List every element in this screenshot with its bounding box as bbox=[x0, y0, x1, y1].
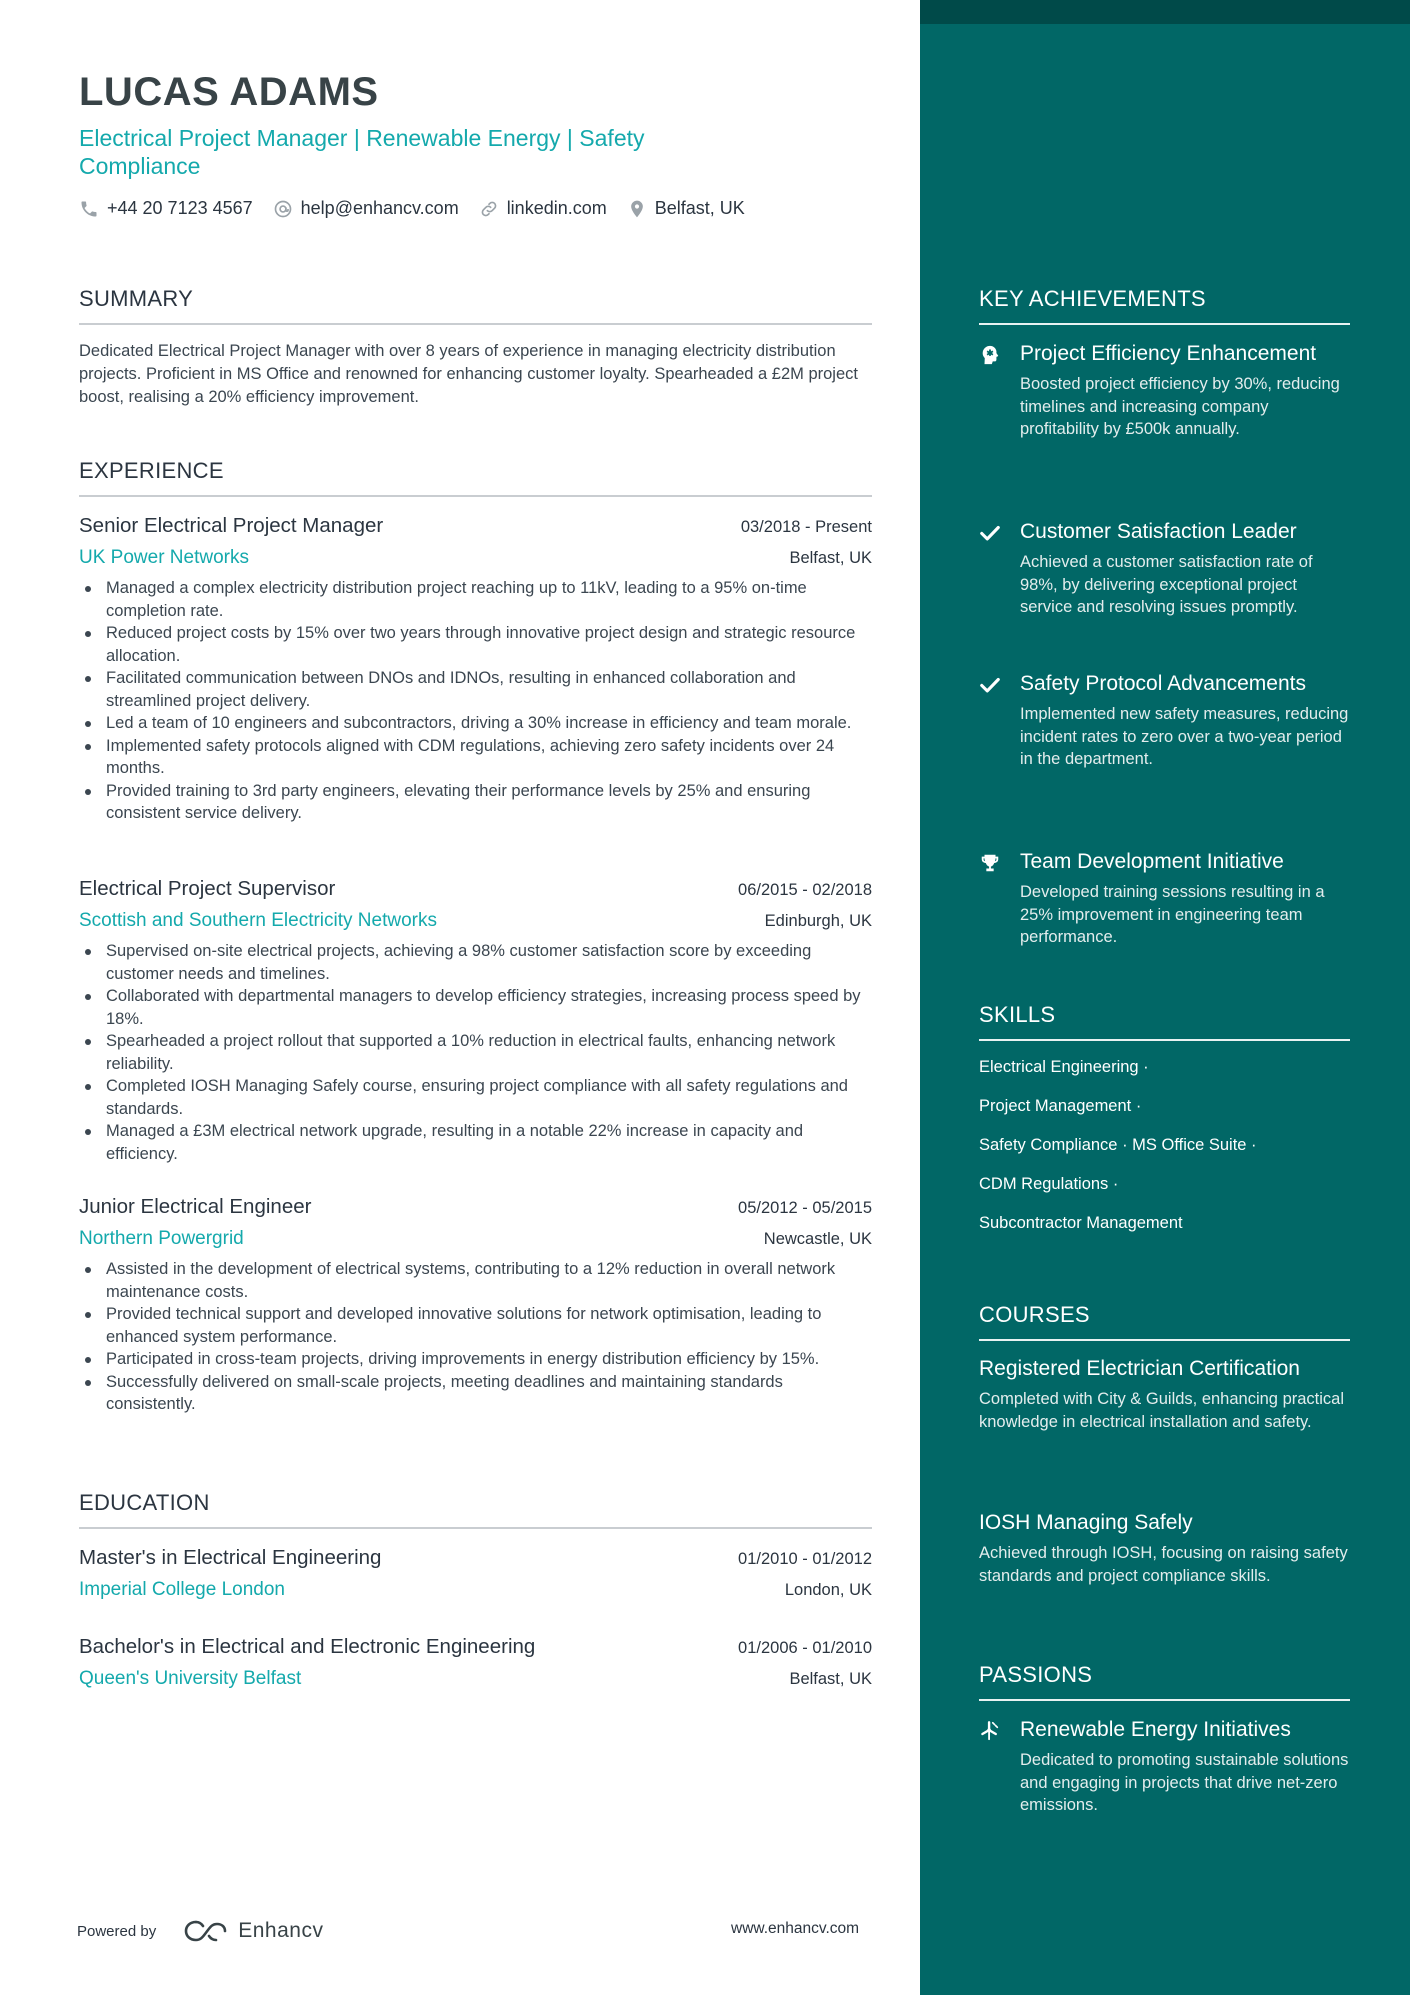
enhancv-logo-icon bbox=[182, 1918, 228, 1944]
contact-bar bbox=[79, 198, 765, 219]
achievement-desc: Developed training sessions resulting in a 25% improvement in engineering team performance. bbox=[1020, 883, 1325, 946]
experience-item bbox=[79, 514, 872, 825]
job-role: Electrical Project Supervisor bbox=[79, 877, 336, 900]
sidebar bbox=[920, 0, 1410, 1995]
location-pin-icon bbox=[627, 199, 647, 219]
linkedin-text: linkedin.com bbox=[506, 198, 607, 218]
job-dates: 03/2018 - Present bbox=[740, 518, 872, 536]
achievement-item bbox=[979, 848, 1350, 949]
achievement-item bbox=[979, 670, 1350, 771]
passion-desc: Dedicated to promoting sustainable solutions and engaging in projects that drive net-zero emissions. bbox=[1020, 1751, 1349, 1814]
course-title: Registered Electrician Certification bbox=[979, 1357, 1300, 1380]
lightbulb-head-icon bbox=[979, 344, 1001, 366]
checkmark-icon bbox=[979, 674, 1001, 696]
skill-line: CDM Regulations · bbox=[979, 1175, 1119, 1193]
brand-name: Enhancv bbox=[238, 1919, 324, 1942]
summary-text: Dedicated Electrical Project Manager with over 8 years of experience in managing electricity distribution projects. Proficient in MS Office and renowned for enhancing customer loyalty. Spearheaded a £2M project boost, realising a 20% efficiency improvement. bbox=[79, 342, 858, 406]
job-bullet: Implemented safety protocols aligned with CDM regulations, achieving zero safety incidents over 24 months. bbox=[79, 735, 872, 780]
enhancv-logo[interactable] bbox=[182, 1918, 323, 1944]
job-dates: 06/2015 - 02/2018 bbox=[738, 881, 872, 899]
school-location: Belfast, UK bbox=[789, 1670, 872, 1688]
job-company: Scottish and Southern Electricity Networks bbox=[79, 910, 437, 931]
sidebar-top-band bbox=[920, 0, 1410, 24]
skills-section-title: SKILLS bbox=[979, 1002, 1350, 1041]
degree-dates: 01/2006 - 01/2010 bbox=[738, 1639, 872, 1657]
job-bullet: Managed a complex electricity distribution project reaching up to 11kV, leading to a 95% on-time completion rate. bbox=[79, 577, 872, 622]
achievement-title: Team Development Initiative bbox=[1020, 850, 1284, 873]
phone-text: +44 20 7123 4567 bbox=[107, 198, 253, 218]
achievement-item bbox=[979, 340, 1350, 441]
education-item bbox=[79, 1546, 872, 1601]
degree-title: Master's in Electrical Engineering bbox=[79, 1546, 382, 1569]
job-bullet: Completed IOSH Managing Safely course, ensuring project compliance with all safety regulations and standards. bbox=[79, 1075, 872, 1120]
experience-item bbox=[79, 1195, 872, 1416]
link-icon bbox=[479, 199, 499, 219]
course-desc: Completed with City & Guilds, enhancing practical knowledge in electrical installation and safety. bbox=[979, 1390, 1345, 1431]
achievement-desc: Achieved a customer satisfaction rate of 98%, by delivering exceptional project service and resolving issues promptly. bbox=[1020, 553, 1313, 616]
course-item bbox=[979, 1356, 1350, 1433]
contact-phone[interactable] bbox=[79, 198, 253, 219]
passions-section-title: PASSIONS bbox=[979, 1662, 1350, 1701]
at-sign-icon bbox=[273, 199, 293, 219]
job-location: Newcastle, UK bbox=[763, 1230, 872, 1248]
course-item bbox=[979, 1510, 1350, 1587]
achievements-section-title: KEY ACHIEVEMENTS bbox=[979, 286, 1350, 325]
courses-section-title: COURSES bbox=[979, 1302, 1350, 1341]
wind-turbine-icon bbox=[979, 1720, 1001, 1742]
job-bullet: Spearheaded a project rollout that supported a 10% reduction in electrical faults, enhancing network reliability. bbox=[79, 1030, 872, 1075]
checkmark-icon bbox=[979, 522, 1001, 544]
achievement-desc: Implemented new safety measures, reducing incident rates to zero over a two-year period in the department. bbox=[1020, 705, 1349, 768]
passion-item bbox=[979, 1716, 1350, 1817]
job-bullet: Provided technical support and developed innovative solutions for network optimisation, leading to enhanced system performance. bbox=[79, 1303, 872, 1348]
job-bullet: Facilitated communication between DNOs and IDNOs, resulting in enhanced collaboration and streamlined project delivery. bbox=[79, 667, 872, 712]
phone-icon bbox=[79, 199, 99, 219]
degree-dates: 01/2010 - 01/2012 bbox=[738, 1550, 872, 1568]
skill-line: Safety Compliance · MS Office Suite · bbox=[979, 1136, 1257, 1154]
job-role: Junior Electrical Engineer bbox=[79, 1195, 312, 1218]
course-desc: Achieved through IOSH, focusing on raising safety standards and project compliance skills. bbox=[979, 1544, 1348, 1585]
contact-email[interactable] bbox=[273, 198, 459, 219]
experience-item bbox=[79, 877, 872, 1165]
job-bullet: Successfully delivered on small-scale projects, meeting deadlines and maintaining standards consistently. bbox=[79, 1371, 872, 1416]
job-bullet: Provided training to 3rd party engineers, elevating their performance levels by 25% and ensuring consistent service delivery. bbox=[79, 780, 872, 825]
achievement-title: Safety Protocol Advancements bbox=[1020, 672, 1306, 695]
skill-line: Project Management · bbox=[979, 1097, 1142, 1115]
job-dates: 05/2012 - 05/2015 bbox=[738, 1199, 872, 1217]
trophy-icon bbox=[979, 852, 1001, 874]
job-bullets bbox=[79, 1258, 872, 1416]
education-section-title: EDUCATION bbox=[79, 1490, 872, 1529]
job-bullet: Supervised on-site electrical projects, achieving a 98% customer satisfaction score by exceeding customer needs and timelines. bbox=[79, 940, 872, 985]
job-location: Belfast, UK bbox=[789, 549, 872, 567]
job-bullet: Participated in cross-team projects, driving improvements in energy distribution efficiency by 15%. bbox=[79, 1348, 872, 1371]
school-name: Imperial College London bbox=[79, 1579, 285, 1600]
job-location: Edinburgh, UK bbox=[764, 912, 872, 930]
school-name: Queen's University Belfast bbox=[79, 1668, 302, 1689]
location-text: Belfast, UK bbox=[654, 198, 745, 218]
job-role: Senior Electrical Project Manager bbox=[79, 514, 384, 537]
contact-linkedin[interactable] bbox=[479, 198, 607, 219]
job-bullet: Collaborated with departmental managers to develop efficiency strategies, increasing process speed by 18%. bbox=[79, 985, 872, 1030]
summary-section-title: SUMMARY bbox=[79, 286, 872, 325]
job-bullet: Managed a £3M electrical network upgrade, resulting in a notable 22% increase in capacity and efficiency. bbox=[79, 1120, 872, 1165]
passion-title: Renewable Energy Initiatives bbox=[1020, 1718, 1291, 1741]
job-bullet: Reduced project costs by 15% over two years through innovative project design and strategic resource allocation. bbox=[79, 622, 872, 667]
job-bullet: Led a team of 10 engineers and subcontractors, driving a 30% increase in efficiency and team morale. bbox=[79, 712, 872, 735]
school-location: London, UK bbox=[784, 1581, 872, 1599]
achievement-item bbox=[979, 518, 1350, 619]
skill-line: Subcontractor Management bbox=[979, 1214, 1183, 1232]
skill-line: Electrical Engineering · bbox=[979, 1058, 1149, 1076]
powered-by-label: Powered by bbox=[77, 1922, 157, 1940]
achievement-title: Project Efficiency Enhancement bbox=[1020, 342, 1317, 365]
contact-location bbox=[627, 198, 745, 219]
skills-list bbox=[979, 1055, 1350, 1250]
powered-by bbox=[77, 1918, 323, 1944]
job-bullet: Assisted in the development of electrical systems, contributing to a 12% reduction in overall network maintenance costs. bbox=[79, 1258, 872, 1303]
experience-section-title: EXPERIENCE bbox=[79, 458, 872, 497]
email-text: help@enhancv.com bbox=[300, 198, 459, 218]
candidate-name: LUCAS ADAMS bbox=[79, 70, 379, 114]
footer-url[interactable]: www.enhancv.com bbox=[731, 1920, 860, 1937]
degree-title: Bachelor's in Electrical and Electronic Engineering bbox=[79, 1635, 536, 1658]
education-item bbox=[79, 1635, 872, 1690]
job-company: Northern Powergrid bbox=[79, 1228, 244, 1249]
job-bullets bbox=[79, 577, 872, 825]
job-company: UK Power Networks bbox=[79, 547, 249, 568]
job-bullets bbox=[79, 940, 872, 1165]
candidate-headline: Electrical Project Manager | Renewable Energy | Safety Compliance bbox=[79, 125, 645, 179]
achievement-title: Customer Satisfaction Leader bbox=[1020, 520, 1297, 543]
course-title: IOSH Managing Safely bbox=[979, 1511, 1193, 1534]
achievement-desc: Boosted project efficiency by 30%, reducing timelines and increasing company profitability by £500k annually. bbox=[1020, 375, 1340, 438]
